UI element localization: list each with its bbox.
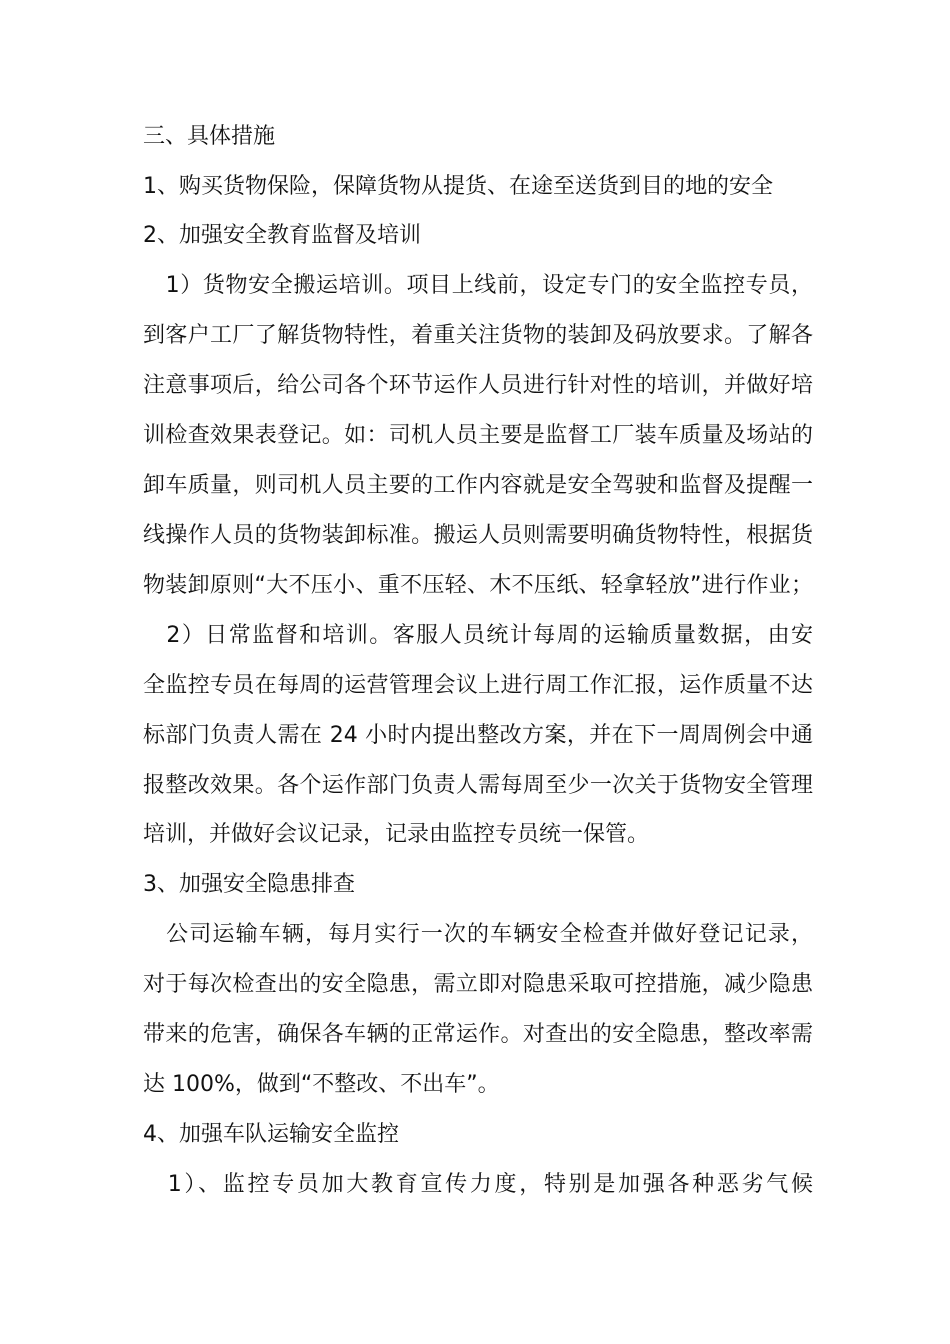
paragraph-1-line-1: 1）货物安全搬运培训。项目上线前，设定专门的安全监控专员， <box>143 273 813 298</box>
list-item-4: 4、加强车队运输安全监控 <box>143 1122 399 1147</box>
list-item-2: 2、加强安全教育监督及培训 <box>143 223 421 248</box>
paragraph-3-line-1: 公司运输车辆，每月实行一次的车辆安全检查并做好登记记录， <box>143 922 813 947</box>
list-item-1: 1、购买货物保险，保障货物从提货、在途至送货到目的地的安全 <box>143 174 773 199</box>
paragraph-1-line-4: 训检查效果表登记。如：司机人员主要是监督工厂装车质量及场站的 <box>143 423 813 448</box>
paragraph-4-line-1: 1）、监控专员加大教育宣传力度，特别是加强各种恶劣气候 <box>143 1172 813 1197</box>
paragraph-3-line-3: 带来的危害，确保各车辆的正常运作。对查出的安全隐患，整改率需 <box>143 1022 813 1047</box>
paragraph-2-line-3: 标部门负责人需在 24 小时内提出整改方案，并在下一周周例会中通 <box>143 723 813 748</box>
paragraph-2-line-1: 2）日常监督和培训。客服人员统计每周的运输质量数据，由安 <box>143 623 813 648</box>
paragraph-2-line-2: 全监控专员在每周的运营管理会议上进行周工作汇报，运作质量不达 <box>143 673 813 698</box>
paragraph-3-line-4: 达 100%，做到“不整改、不出车”。 <box>143 1072 500 1097</box>
paragraph-1-line-7: 物装卸原则“大不压小、重不压轻、木不压纸、轻拿轻放”进行作业； <box>143 573 813 598</box>
paragraph-1-line-3: 注意事项后，给公司各个环节运作人员进行针对性的培训，并做好培 <box>143 373 813 398</box>
list-item-3: 3、加强安全隐患排查 <box>143 872 355 897</box>
paragraph-2-line-4: 报整改效果。各个运作部门负责人需每周至少一次关于货物安全管理 <box>143 773 813 798</box>
paragraph-3-line-2: 对于每次检查出的安全隐患，需立即对隐患采取可控措施，减少隐患 <box>143 972 813 997</box>
section-heading: 三、具体措施 <box>143 124 276 149</box>
paragraph-1-line-5: 卸车质量，则司机人员主要的工作内容就是安全驾驶和监督及提醒一 <box>143 473 813 498</box>
paragraph-1-line-6: 线操作人员的货物装卸标准。搬运人员则需要明确货物特性，根据货 <box>143 523 813 548</box>
paragraph-2-line-5: 培训，并做好会议记录，记录由监控专员统一保管。 <box>143 822 650 847</box>
paragraph-1-line-2: 到客户工厂了解货物特性，着重关注货物的装卸及码放要求。了解各 <box>143 323 813 348</box>
